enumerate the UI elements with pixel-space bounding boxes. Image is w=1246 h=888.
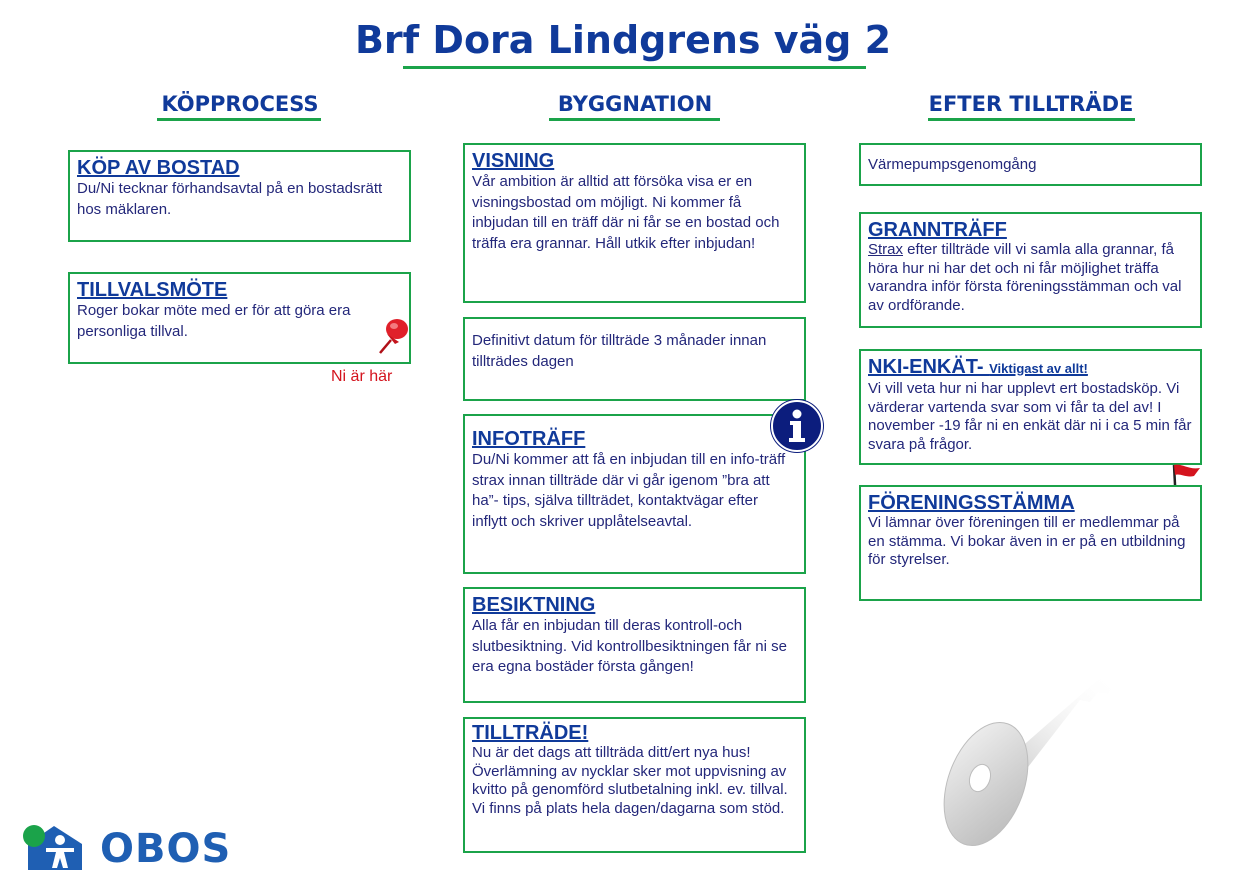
- step-granntraff: [859, 212, 1202, 328]
- obos-logo-icon: [20, 822, 92, 874]
- obos-logo-text: OBOS: [100, 826, 232, 872]
- step-varmepump: [859, 143, 1202, 186]
- page-title: Brf Dora Lindgrens väg 2: [354, 18, 892, 62]
- column-heading-byggnation: BYGGNATION: [557, 92, 713, 116]
- step-heading: BESIKTNING: [472, 594, 596, 616]
- column-underline-efter-tilltrade: [928, 118, 1135, 121]
- key-icon: [940, 672, 1120, 852]
- info-icon: [771, 400, 823, 452]
- step-besiktning: [463, 587, 806, 703]
- column-heading-efter-tilltrade: EFTER TILLTRÄDE: [928, 92, 1134, 116]
- title-underline: [403, 66, 866, 69]
- step-text: Vi vill veta hur ni har upplevt ert bostadsköp. Vi värderar vartenda svar som vi får ta del av! I november -19 får ni en enkät där ni i ca 5 min får svara på frågor.: [868, 380, 1192, 453]
- step-tillvalsmote: [68, 272, 411, 364]
- step-kop-av-bostad: [68, 150, 411, 242]
- step-datum: [463, 317, 806, 401]
- step-heading: TILLVALSMÖTE: [77, 279, 228, 301]
- step-heading: GRANNTRÄFF: [868, 219, 1007, 241]
- step-text: Alla får en inbjudan till deras kontroll-och slutbesiktning. Vid kontrollbesiktningen får ni se era egna bostäder första gången!: [472, 617, 787, 675]
- column-underline-byggnation: [549, 118, 720, 121]
- step-text: Du/Ni tecknar förhandsavtal på en bostadsrätt hos mäklaren.: [77, 180, 383, 218]
- step-text-underlined: Strax: [868, 241, 904, 258]
- step-heading: VISNING: [472, 150, 555, 172]
- step-text: Nu är det dags att tillträda ditt/ert nya hus! Överlämning av nycklar sker mot uppvisning av kvitto på genomförd slutbetalning inkl. ev. tillval. Vi finns på plats hela dagen/dagarna som stöd.: [472, 744, 788, 817]
- step-text: Roger bokar möte med er för att göra era personliga tillval.: [77, 302, 351, 340]
- step-heading: TILLTRÄDE!: [472, 722, 589, 744]
- step-text: Definitivt datum för tillträde 3 månader innan tillträdes dagen: [472, 332, 767, 370]
- step-text: efter tillträde vill vi samla alla grannar, få höra hur ni har det och ni får möjlighet träffa varandra inför första föreningsstämman och val av ordförande.: [868, 241, 1182, 314]
- step-infotraff: [463, 414, 806, 574]
- step-foreningsstamma: [859, 485, 1202, 601]
- step-text: Vi lämnar över föreningen till er medlemmar på en stämma. Vi bokar även in er på en utbildning för styrelser.: [868, 514, 1186, 568]
- pushpin-icon: [377, 316, 411, 356]
- column-heading-kopprocess: KÖPPROCESS: [161, 92, 319, 116]
- step-heading: KÖP AV BOSTAD: [77, 157, 240, 179]
- step-nki-enkat: [859, 349, 1202, 465]
- step-text: Värmepumpsgenomgång: [868, 156, 1037, 173]
- step-heading: INFOTRÄFF: [472, 428, 586, 450]
- step-text: Vår ambition är alltid att försöka visa er en visningsbostad om möjligt. Ni kommer få inbjudan till en träff där ni får se en bostad och träffa era grannar. Håll utkik efter inbjudan!: [472, 173, 780, 252]
- you-are-here-label: Ni är här: [331, 368, 393, 385]
- column-underline-kopprocess: [157, 118, 321, 121]
- step-text: Du/Ni kommer att få en inbjudan till en info-träff strax innan tillträde där vi går igenom ”bra att ha”- tips, själva tillträdet, kontaktvägar efter inflytt och skriver upplåtelseavtal.: [472, 451, 786, 530]
- step-visning: [463, 143, 806, 303]
- step-heading: NKI-ENKÄT-: [868, 356, 990, 378]
- step-heading: FÖRENINGSSTÄMMA: [868, 492, 1075, 514]
- step-tilltrade: [463, 717, 806, 853]
- step-heading-note: Viktigast av allt!: [989, 361, 1088, 376]
